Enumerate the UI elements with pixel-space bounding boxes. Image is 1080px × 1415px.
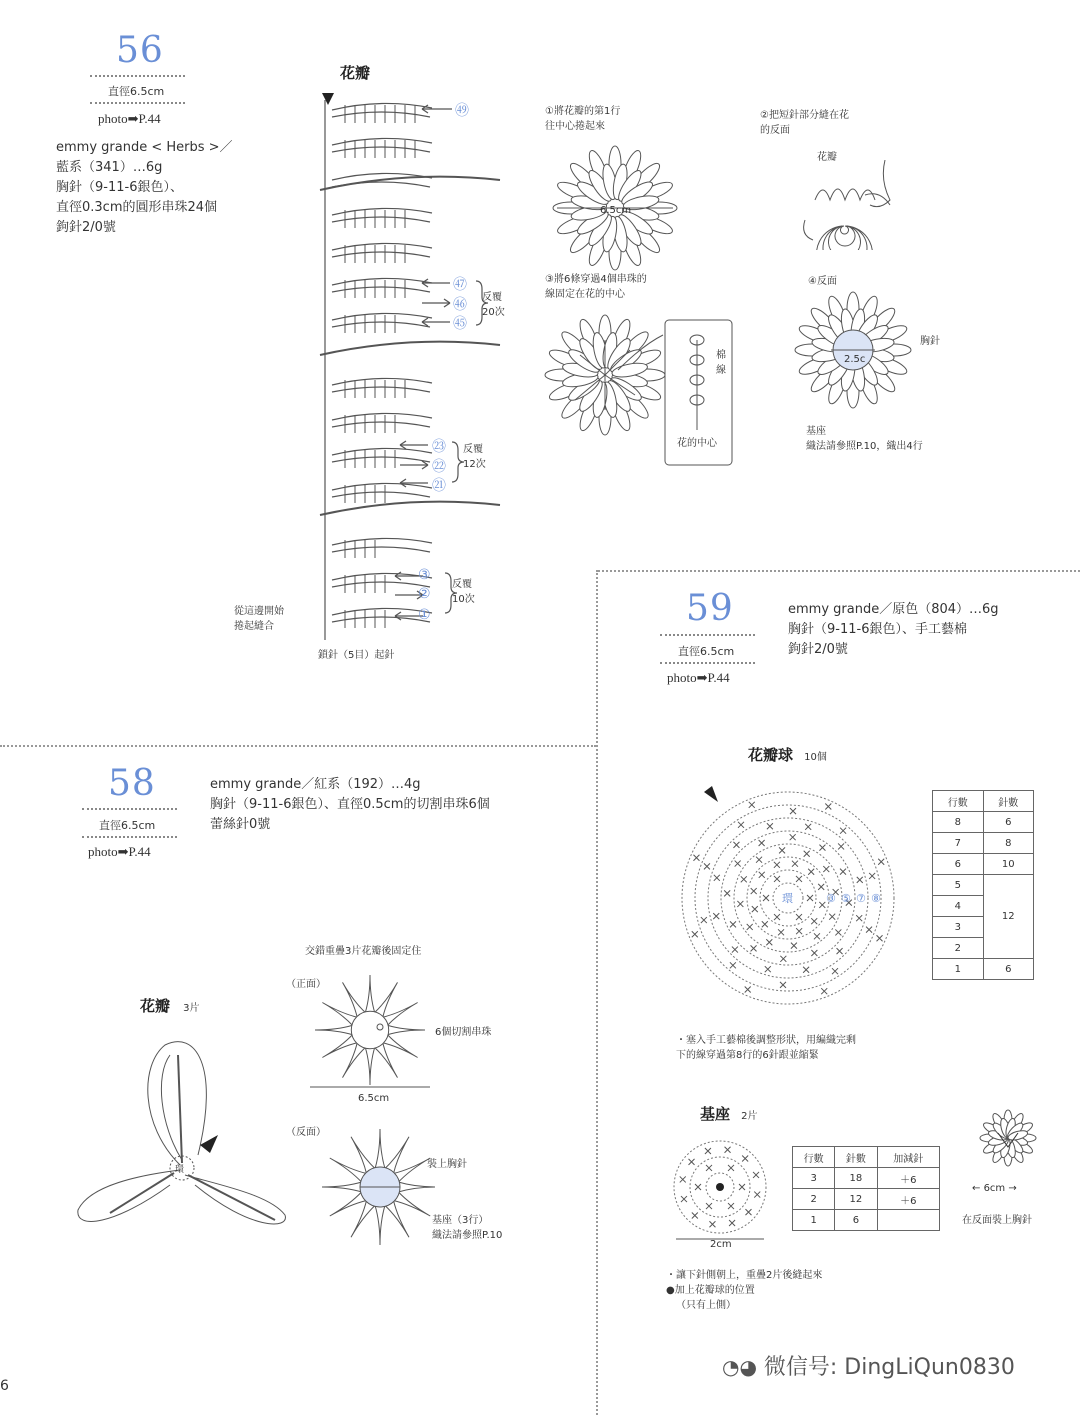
- stitch-x: [724, 890, 730, 896]
- diameter-label: 直徑6.5cm: [99, 819, 156, 832]
- brooch-label: 胸針: [920, 336, 940, 347]
- row-mark: ㉑: [432, 478, 446, 494]
- pattern-number-59: 59: [686, 588, 734, 629]
- photo-page: P.44: [138, 111, 161, 126]
- table-cell: 3: [933, 917, 984, 938]
- pattern-number-58: 58: [108, 763, 156, 804]
- base-title: [700, 1103, 757, 1124]
- stitch-x: [681, 1196, 687, 1202]
- stitch-x: [866, 927, 872, 933]
- stitch-x: [730, 921, 736, 927]
- stitch-x: [811, 918, 817, 924]
- petal-title-58: [140, 995, 199, 1016]
- stitch-x: [878, 859, 884, 865]
- table-cell: 4: [933, 896, 984, 917]
- stitch-x: [705, 1148, 711, 1154]
- materials-59: [788, 600, 999, 660]
- base-stitch-table: [792, 1146, 940, 1231]
- photo-ref: [88, 844, 151, 860]
- repeat-b: 10次: [452, 594, 475, 605]
- material-line: 胸針（9-11-6銀色）、: [56, 180, 183, 195]
- star-petal: [315, 1025, 353, 1035]
- section-divider: [0, 745, 596, 747]
- star-petal: [375, 1205, 385, 1245]
- ball-title: [748, 744, 827, 765]
- star-petal: [365, 975, 375, 1013]
- star-petal: [322, 1182, 362, 1192]
- star-center: [351, 1011, 388, 1048]
- stitch-x: [695, 1184, 701, 1190]
- stitch-x: [832, 968, 838, 974]
- stitch-x: [730, 962, 736, 968]
- row-mark: ㉒: [432, 459, 446, 475]
- stitch-x: [692, 931, 698, 937]
- row-mark: ㊾: [455, 103, 469, 119]
- photo-ref: [98, 111, 161, 127]
- page-number: 6: [0, 1378, 9, 1394]
- stitch-x: [856, 915, 862, 921]
- repeat-b: 20次: [482, 307, 505, 318]
- divider: [90, 102, 185, 104]
- row-mark: ㊻: [453, 297, 467, 313]
- repeat-label: [463, 442, 486, 472]
- stitch-x: [745, 1209, 751, 1215]
- step-line: ②把短針部分縫在花: [760, 110, 849, 121]
- table-cell: ＋6: [877, 1189, 939, 1210]
- table-cell: 1: [793, 1210, 835, 1231]
- table-header: 針數: [835, 1147, 877, 1168]
- stitch-x: [725, 1147, 731, 1153]
- stitch-x: [778, 929, 784, 935]
- stitch-x: [751, 888, 757, 894]
- materials-56: [56, 138, 233, 238]
- table-cell: 8: [983, 833, 1034, 854]
- start-note: [234, 604, 284, 634]
- stitch-x: [829, 914, 835, 920]
- material-line: emmy grande／紅系（192）…4g: [210, 777, 421, 792]
- step-line: 線固定在花的中心: [545, 289, 625, 300]
- table-cell: 6: [983, 959, 1034, 980]
- star-petal: [375, 1129, 385, 1169]
- side-measure: ← 6cm →: [972, 1183, 1017, 1194]
- ball-stitch-table: [932, 790, 1034, 980]
- stitch-x: [759, 840, 765, 846]
- stitch-x: [767, 823, 773, 829]
- repeat-b: 12次: [463, 459, 486, 470]
- stitch-x: [805, 824, 811, 830]
- base-side-diagram: [970, 1108, 1046, 1170]
- material-line: 鉤針2/0號: [788, 642, 848, 657]
- star-flower-back: [305, 1125, 435, 1245]
- ball-count: 10個: [804, 752, 827, 763]
- stitch-x: [779, 847, 785, 853]
- stitch-x: [825, 803, 831, 809]
- table-header: 行數: [793, 1147, 835, 1168]
- stitch-x: [818, 884, 824, 890]
- stitch-x: [753, 1172, 759, 1178]
- side-note: 在反面裝上胸針: [962, 1215, 1032, 1226]
- svg-text:⑧: ⑧: [871, 892, 881, 905]
- row-mark: ①: [418, 607, 431, 623]
- stitch-x: [796, 914, 802, 920]
- ball-note: [676, 1033, 856, 1063]
- stitch-x: [796, 876, 802, 882]
- start-note-line: 從這邊開始: [234, 606, 284, 617]
- measure-label: 2.5c: [844, 354, 866, 365]
- stitch-x: [728, 1165, 734, 1171]
- stitch-x: [835, 929, 841, 935]
- table-cell: 12: [983, 875, 1034, 959]
- table-cell: 6: [983, 812, 1034, 833]
- stitch-x: [728, 1203, 734, 1209]
- stitch-x: [680, 1176, 686, 1182]
- stitch-x: [790, 834, 796, 840]
- stitch-x: [823, 866, 829, 872]
- diameter-label: 直徑6.5cm: [678, 645, 735, 658]
- step-line: ①將花瓣的第1行: [545, 106, 621, 117]
- front-label: （正面）: [286, 979, 326, 990]
- table-header: 針數: [983, 791, 1034, 812]
- side-measure-text: 6cm: [983, 1183, 1006, 1194]
- stitch-x: [704, 863, 710, 869]
- stitch-x: [732, 947, 738, 953]
- watermark-text: 微信号: DingLiQun0830: [763, 1355, 1015, 1380]
- base-note: [806, 424, 923, 454]
- petal-chart-56: [300, 85, 520, 665]
- stitch-x: [742, 1156, 748, 1162]
- stitch-x: [857, 877, 863, 883]
- row-mark: ㊺: [453, 316, 467, 332]
- stitch-x: [693, 855, 699, 861]
- back-label: （反面）: [286, 1127, 326, 1138]
- stitch-x: [792, 861, 798, 867]
- stitch-x: [774, 876, 780, 882]
- base-note-58: [432, 1213, 502, 1243]
- stitch-x: [737, 901, 743, 907]
- stitch-x: [791, 943, 797, 949]
- stitch-x: [733, 842, 739, 848]
- material-line: 胸針（9-11-6銀色）、直徑0.5cm的切割串珠6個: [210, 797, 490, 812]
- base-note-line: 基座: [806, 426, 826, 437]
- table-cell: 2: [793, 1189, 835, 1210]
- arrow-icon: ➡: [127, 111, 139, 126]
- stitch-x: [759, 872, 765, 878]
- row-mark: ③: [418, 567, 431, 583]
- material-line: 蕾絲針0號: [210, 817, 271, 832]
- ball-chart: [676, 780, 916, 1020]
- table-cell: 1: [933, 959, 984, 980]
- stitch-x: [838, 843, 844, 849]
- watermark: [722, 1350, 1015, 1381]
- stitch-x: [807, 895, 813, 901]
- repeat-label: [452, 577, 475, 607]
- base-note-line: ・讓下針側朝上，重疊2片後縫起來: [666, 1270, 823, 1281]
- star-petal: [387, 1025, 425, 1035]
- wechat-icon: ◔◕: [722, 1355, 757, 1379]
- base-chart: [668, 1135, 778, 1245]
- stitch-x: [706, 1203, 712, 1209]
- stitch-x: [739, 1184, 745, 1190]
- stitch-x: [713, 913, 719, 919]
- table-cell: 12: [835, 1189, 877, 1210]
- base-note-line: 織法請參照P.10，織出4行: [806, 441, 923, 452]
- repeat-a: 反覆: [482, 292, 502, 303]
- beads-note: 6個切割串珠: [435, 1027, 492, 1038]
- stitch-x: [780, 982, 786, 988]
- table-cell: 10: [983, 854, 1034, 875]
- base-count: 2片: [741, 1111, 758, 1122]
- stitch-x: [804, 851, 810, 857]
- material-line: 藍系（341）…6g: [56, 160, 163, 175]
- petal-count: 3片: [183, 1003, 200, 1014]
- section-divider: [598, 570, 1080, 572]
- stitch-x: [869, 873, 875, 879]
- photo-page: P.44: [707, 670, 730, 685]
- base-title-text: 基座: [700, 1105, 731, 1123]
- stitch-x: [689, 1159, 695, 1165]
- divider: [660, 634, 755, 636]
- pattern-number-56: 56: [116, 30, 164, 71]
- step-2-text: [760, 108, 849, 138]
- stitch-x: [766, 939, 772, 945]
- table-cell: [877, 1210, 939, 1231]
- measure-label: 6.5cm: [600, 205, 632, 216]
- stitch-x: [751, 945, 757, 951]
- table-cell: 2: [933, 938, 984, 959]
- stitch-x: [837, 948, 843, 954]
- step-4-text: ④反面: [808, 276, 837, 287]
- stitch-x: [762, 921, 768, 927]
- stitch-x: [747, 924, 753, 930]
- brooch-note: 裝上胸針: [427, 1159, 467, 1170]
- rolled-petal-diagram: [790, 160, 900, 250]
- base-measure: 2cm: [710, 1239, 732, 1250]
- thread-label: 棉線: [716, 350, 726, 376]
- svg-text:環: 環: [782, 892, 793, 905]
- stitch-x: [819, 902, 825, 908]
- base-notes: [666, 1268, 822, 1313]
- stitch-x: [780, 956, 786, 962]
- stitch-x: [741, 876, 747, 882]
- star-petal: [365, 1047, 375, 1085]
- petal-title-56: 花瓣: [340, 64, 371, 82]
- stitch-x: [709, 1221, 715, 1227]
- ball-note-line: ・塞入手工藝棉後調整形狀，用編織完剩: [676, 1035, 856, 1046]
- arrow-icon: ➡: [117, 844, 129, 859]
- stitch-x: [752, 906, 758, 912]
- divider: [82, 836, 177, 838]
- material-line: 直徑0.3cm的圓形串珠24個: [56, 200, 218, 215]
- table-cell: 8: [933, 812, 984, 833]
- measure-label: 6.5cm: [358, 1093, 390, 1104]
- petal-title-text: 花瓣: [140, 997, 171, 1015]
- ball-title-text: 花瓣球: [748, 746, 794, 764]
- stitch-x: [749, 802, 755, 808]
- step-3-text: [545, 272, 647, 302]
- table-cell: 6: [835, 1210, 877, 1231]
- photo-prefix: photo: [88, 844, 118, 859]
- table-header: 行數: [933, 791, 984, 812]
- stitch-x: [808, 869, 814, 875]
- photo-ref: [667, 670, 730, 686]
- stitch-x: [803, 967, 809, 973]
- stitch-x: [819, 845, 825, 851]
- three-petal-chart: [70, 1035, 300, 1235]
- table-header: 加減針: [877, 1147, 939, 1168]
- star-flower-front: [305, 975, 435, 1090]
- material-line: emmy grande／原色（804）…6g: [788, 602, 999, 617]
- material-line: emmy grande < Herbs >／: [56, 140, 233, 155]
- step-line: ③將6條穿過4個串珠的: [545, 274, 647, 285]
- table-cell: 6: [933, 854, 984, 875]
- arrow-icon: ➡: [696, 670, 708, 685]
- svg-text:環: 環: [175, 1165, 185, 1175]
- ball-note-line: 下的線穿過第8行的6針跟並縮緊: [676, 1050, 819, 1061]
- material-line: 胸針（9-11-6銀色）、手工藝棉: [788, 622, 967, 637]
- stitch-x: [754, 1192, 760, 1198]
- row-mark: ㊼: [453, 277, 467, 293]
- petal-label: 花瓣: [817, 152, 837, 163]
- stitch-x: [790, 808, 796, 814]
- base-note-line: （只有上側）: [676, 1300, 736, 1311]
- stitch-x: [756, 857, 762, 863]
- stitch-x: [814, 933, 820, 939]
- table-cell: 5: [933, 875, 984, 896]
- stitch-x: [796, 928, 802, 934]
- table-cell: 3: [793, 1168, 835, 1189]
- section-divider: [596, 570, 598, 1415]
- stitch-x: [745, 987, 751, 993]
- step-1-text: [545, 104, 620, 134]
- base-note-line: 織法請參照P.10: [432, 1230, 503, 1241]
- stitch-x: [706, 1165, 712, 1171]
- photo-page: P.44: [128, 844, 151, 859]
- row-mark: ㉓: [432, 439, 446, 455]
- svg-text:③: ③: [826, 892, 836, 905]
- stitch-x: [692, 1212, 698, 1218]
- base-note-line: 基座（3行）: [432, 1215, 489, 1226]
- stitch-x: [701, 917, 707, 923]
- stitch-x: [735, 861, 741, 867]
- stitch-x: [714, 875, 720, 881]
- divider: [660, 662, 755, 664]
- materials-58: [210, 775, 490, 835]
- svg-text:⑤: ⑤: [841, 892, 851, 905]
- start-note-line: 捲起縫合: [234, 621, 274, 632]
- stitch-x: [765, 966, 771, 972]
- divider: [90, 75, 185, 77]
- chain-note: 鎖針（5目）起針: [318, 650, 395, 661]
- stitch-x: [840, 828, 846, 834]
- stitch-x: [821, 988, 827, 994]
- table-cell: ＋6: [877, 1168, 939, 1189]
- stitch-x: [840, 869, 846, 875]
- row-mark: ②: [418, 586, 431, 602]
- photo-prefix: photo: [98, 111, 128, 126]
- photo-prefix: photo: [667, 670, 697, 685]
- diameter-label: 直徑6.5cm: [108, 85, 165, 98]
- stitch-x: [774, 862, 780, 868]
- table-cell: 18: [835, 1168, 877, 1189]
- flower-diagram-4: [793, 290, 913, 410]
- stitch-x: [729, 1220, 735, 1226]
- stitch-x: [774, 914, 780, 920]
- stitch-x: [877, 935, 883, 941]
- step-line: 往中心捲起來: [545, 121, 605, 132]
- stitch-x: [738, 822, 744, 828]
- overlap-note: 交錯重疊3片花瓣後固定住: [305, 946, 422, 957]
- repeat-a: 反覆: [452, 579, 472, 590]
- stitch-x: [763, 895, 769, 901]
- svg-text:⑦: ⑦: [856, 892, 866, 905]
- stitch-x: [811, 950, 817, 956]
- material-line: 鉤針2/0號: [56, 220, 116, 235]
- divider: [82, 808, 177, 810]
- step-line: 的反面: [760, 125, 790, 136]
- repeat-a: 反覆: [463, 444, 483, 455]
- repeat-label: [482, 290, 505, 320]
- star-petal: [398, 1182, 435, 1192]
- center-label: 花的中心: [677, 438, 717, 449]
- table-cell: 7: [933, 833, 984, 854]
- base-note-line: ●加上花瓣球的位置: [666, 1285, 755, 1296]
